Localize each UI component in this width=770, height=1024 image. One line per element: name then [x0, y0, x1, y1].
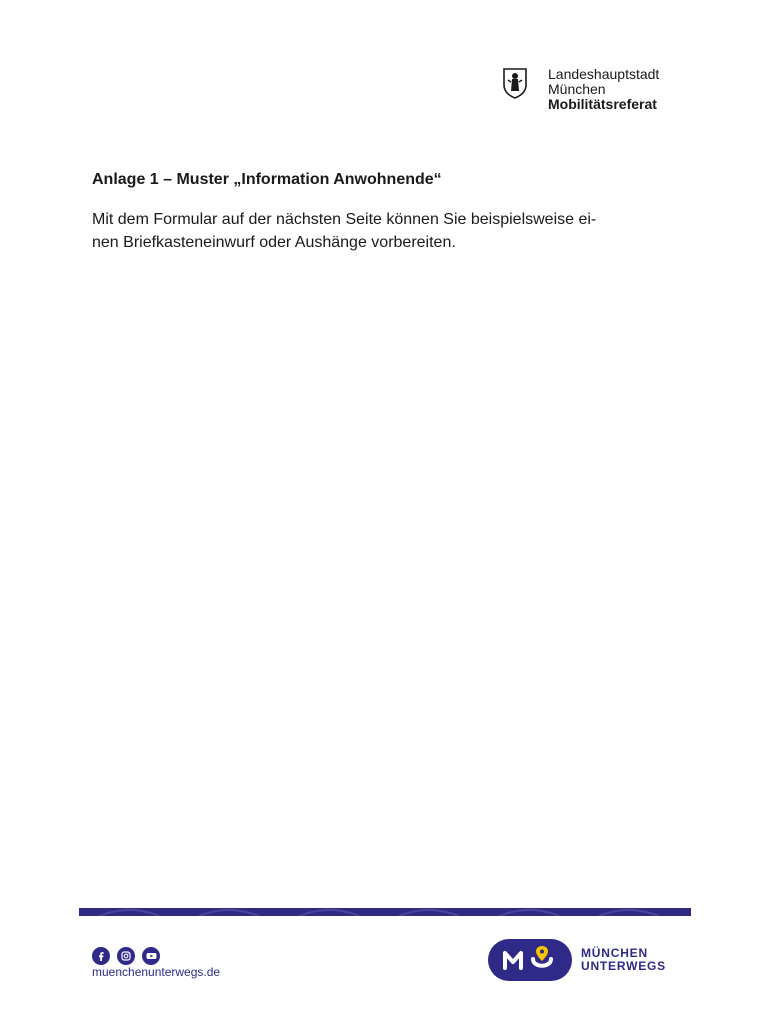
muenchen-unterwegs-logo	[488, 939, 572, 981]
department-name: Mobilitätsreferat	[548, 96, 657, 112]
brand-name	[581, 947, 666, 973]
city-name-block	[548, 67, 659, 112]
city-logo	[502, 67, 659, 112]
paragraph-line: nen Briefkasteneinwurf oder Aushänge vorbereiten.	[92, 234, 456, 251]
document-paragraph	[92, 208, 682, 254]
youtube-icon[interactable]	[142, 947, 160, 965]
website-link[interactable]: muenchenunterwegs.de	[92, 965, 221, 979]
document-heading: Anlage 1 – Muster „Information Anwohnende“	[92, 171, 442, 188]
social-links	[92, 947, 160, 965]
footer-band	[79, 908, 691, 916]
brand-line1: MÜNCHEN	[581, 946, 648, 960]
brand-line2: UNTERWEGS	[581, 959, 666, 973]
facebook-icon[interactable]	[92, 947, 110, 965]
munich-crest-icon	[502, 67, 528, 99]
city-name-line1: Landeshauptstadt	[548, 66, 660, 82]
paragraph-line: Mit dem Formular auf der nächsten Seite können Sie beispielsweise ei-	[92, 211, 597, 228]
instagram-icon[interactable]	[117, 947, 135, 965]
city-name-line2: München	[548, 81, 606, 97]
